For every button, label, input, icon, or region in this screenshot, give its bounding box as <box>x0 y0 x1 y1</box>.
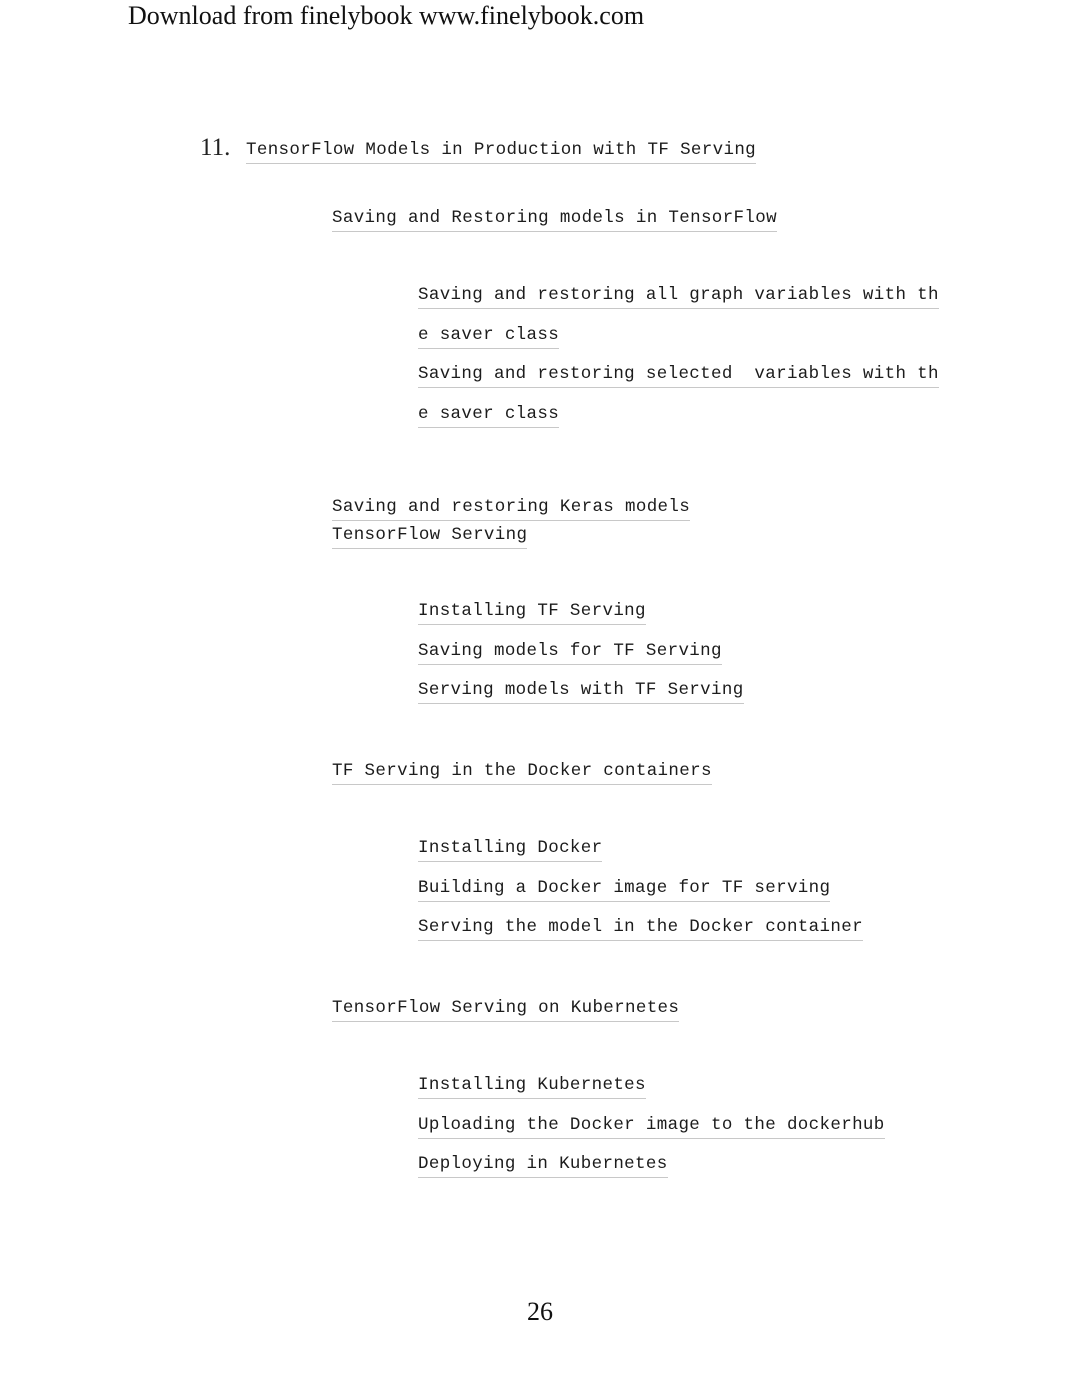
toc-item-installing-kubernetes[interactable]: Installing Kubernetes <box>418 1074 646 1099</box>
toc-item-building-docker-image[interactable]: Building a Docker image for TF serving <box>418 877 830 902</box>
chapter-number: 11. <box>200 134 231 161</box>
toc-section-docker-containers[interactable]: TF Serving in the Docker containers <box>332 760 712 785</box>
toc-item-all-graph-variables-cont[interactable]: e saver class <box>418 324 559 349</box>
toc-item-installing-docker[interactable]: Installing Docker <box>418 837 602 862</box>
download-header: Download from finelybook www.finelybook.com <box>128 1 645 30</box>
toc-section-keras-models[interactable]: Saving and restoring Keras models <box>332 496 690 521</box>
toc-section-tensorflow-serving[interactable]: TensorFlow Serving <box>332 524 527 549</box>
toc-section-saving-restoring[interactable]: Saving and Restoring models in TensorFlow <box>332 207 777 232</box>
toc-item-deploying-kubernetes[interactable]: Deploying in Kubernetes <box>418 1153 668 1178</box>
page-number: 26 <box>527 1297 553 1326</box>
toc-chapter-title[interactable]: TensorFlow Models in Production with TF Serving <box>246 139 756 164</box>
toc-item-uploading-docker-image[interactable]: Uploading the Docker image to the dockerhub <box>418 1114 885 1139</box>
toc-section-kubernetes[interactable]: TensorFlow Serving on Kubernetes <box>332 997 679 1022</box>
toc-item-installing-tf-serving[interactable]: Installing TF Serving <box>418 600 646 625</box>
toc-item-serving-models-tf-serving[interactable]: Serving models with TF Serving <box>418 679 744 704</box>
toc-item-all-graph-variables[interactable]: Saving and restoring all graph variables with th <box>418 284 939 309</box>
toc-item-selected-variables-cont[interactable]: e saver class <box>418 403 559 428</box>
toc-item-serving-in-docker[interactable]: Serving the model in the Docker container <box>418 916 863 941</box>
toc-item-saving-models-tf-serving[interactable]: Saving models for TF Serving <box>418 640 722 665</box>
toc-item-selected-variables[interactable]: Saving and restoring selected variables with th <box>418 363 939 388</box>
